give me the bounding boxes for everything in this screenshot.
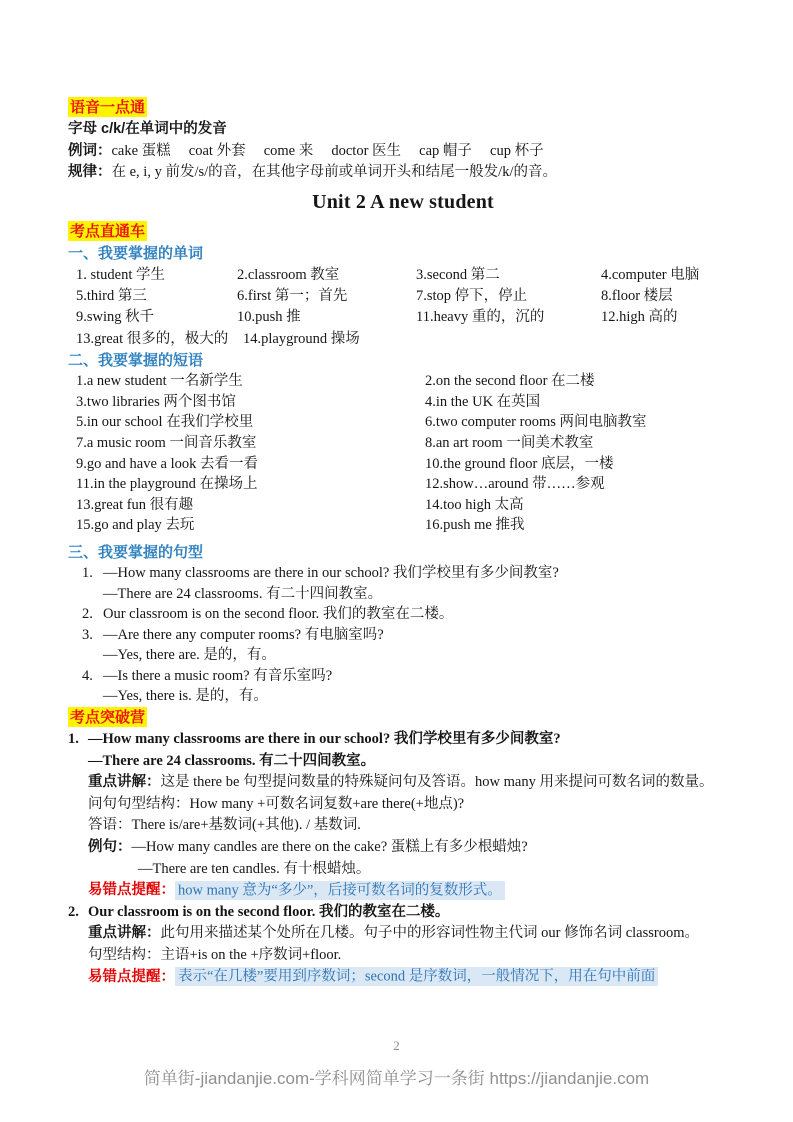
explanation-text: 此句用来描述某个处所在几楼。句子中的形容词性物主代词 our 修饰名词 classroom。 xyxy=(160,925,699,942)
word-item: 5.third 第三 xyxy=(76,288,147,305)
phrase-item: 4.in the UK 在英国 xyxy=(425,393,541,410)
phrase-item: 10.the ground floor 底层，一楼 xyxy=(425,455,614,472)
sentence-line xyxy=(82,645,738,666)
unit-title: Unit 2 A new student xyxy=(312,191,494,214)
phonics-subtitle: 字母 c/k/在单词中的发音 xyxy=(68,121,227,138)
sentence-text: —Are there any computer rooms? 有电脑室吗? xyxy=(103,626,384,643)
sentence-number: 4. xyxy=(82,667,93,684)
item-body xyxy=(88,729,738,902)
phrase-item: 15.go and play 去玩 xyxy=(76,517,195,534)
question-pattern-line: 问句句型结构：How many +可数名词复数+are there(+地点)? xyxy=(88,795,465,812)
word-list xyxy=(76,265,738,329)
sentence-pattern-line: 句型结构：主语+is on the +序数词+floor. xyxy=(88,947,342,964)
word-item: 4.computer 电脑 xyxy=(601,266,700,283)
sentence-line xyxy=(82,625,738,646)
key-sentence: Our classroom is on the second floor. 我们的教室在二楼。 xyxy=(88,903,450,920)
example-label: 例句： xyxy=(88,839,132,856)
key-answer: —There are 24 classrooms. 有二十四间教室。 xyxy=(88,752,376,769)
explanation-line xyxy=(88,923,738,945)
word-item: 11.heavy 重的，沉的 xyxy=(416,309,545,326)
sentence-text: Our classroom is on the second floor. 我们的教室在二楼。 xyxy=(103,606,454,623)
word-item: 6.first 第一；首先 xyxy=(237,288,348,305)
phrase-item: 8.an art room 一间美术教室 xyxy=(425,435,594,452)
explanation-label: 重点讲解： xyxy=(88,774,161,791)
phrase-list xyxy=(76,371,738,536)
breakthrough-item-1 xyxy=(68,729,738,902)
example-question: —How many candles are there on the cake? 蛋糕上有多少根蜡烛? xyxy=(131,839,528,856)
error-tip-line xyxy=(88,880,738,902)
word-item: 3.second 第二 xyxy=(416,266,500,283)
phrase-item: 5.in our school 在我们学校里 xyxy=(76,414,254,431)
phonics-rule-line xyxy=(68,162,738,183)
error-tip-text: how many 意为“多少”，后接可数名词的复数形式。 xyxy=(175,881,505,900)
section-sentences-heading: 三、我要掌握的句型 xyxy=(68,544,204,562)
example-line xyxy=(88,837,738,859)
sentence-number xyxy=(82,645,103,666)
sentence-list xyxy=(82,563,738,707)
phrase-item: 1.a new student 一名新学生 xyxy=(76,373,243,390)
sentence-number: 3. xyxy=(82,626,93,643)
sentence-text: —There are 24 classrooms. 有二十四间教室。 xyxy=(103,585,383,602)
section-phrases-heading: 二、我要掌握的短语 xyxy=(68,351,204,369)
sentence-line xyxy=(82,604,738,625)
phrase-item: 12.show…around 带……参观 xyxy=(425,476,605,493)
breakthrough-header-badge: 考点突破营 xyxy=(70,708,146,726)
sentence-number: 1. xyxy=(82,565,93,582)
explanation-text: 这是 there be 句型提问数量的特殊疑问句及答语。how many 用来提问可数名词的数量。 xyxy=(160,774,714,791)
footer-text: 简单街-jiandanjie.com-学科网简单学习一条街 https://jiandanjie.com xyxy=(143,1069,650,1088)
item-number: 2. xyxy=(68,903,79,920)
sentence-number xyxy=(82,686,103,707)
phrase-item: 6.two computer rooms 两间电脑教室 xyxy=(425,414,647,431)
sentence-number: 2. xyxy=(82,606,93,623)
page-content xyxy=(68,97,738,988)
word-item: 13.great 很多的，极大的 xyxy=(76,330,229,347)
error-tip-line xyxy=(88,967,738,989)
word-item: 1. student 学生 xyxy=(76,266,166,283)
sentence-line xyxy=(82,666,738,687)
sentence-line xyxy=(82,563,738,584)
word-item: 9.swing 秋千 xyxy=(76,309,155,326)
word-item: 10.push 推 xyxy=(237,309,301,326)
phrase-item: 7.a music room 一间音乐教室 xyxy=(76,435,257,452)
word-list-last-row xyxy=(76,329,738,350)
breakthrough-item-2 xyxy=(68,902,738,988)
word-item: 12.high 高的 xyxy=(601,309,678,326)
word-item: 7.stop 停下，停止 xyxy=(416,288,528,305)
phrase-item: 14.too high 太高 xyxy=(425,496,524,513)
item-body xyxy=(88,902,738,988)
phonics-rule-label: 规律： xyxy=(68,163,112,180)
sentence-text: —Yes, there are. 是的，有。 xyxy=(103,647,276,664)
example-answer: —There are ten candles. 有十根蜡烛。 xyxy=(138,860,371,877)
answer-pattern-line: 答语：There is/are+基数词(+其他). / 基数词. xyxy=(88,817,361,834)
phrase-item: 3.two libraries 两个图书馆 xyxy=(76,393,236,410)
exam-points-header-badge: 考点直通车 xyxy=(70,223,146,241)
sentence-number xyxy=(82,584,103,605)
item-number: 1. xyxy=(68,731,79,748)
sentence-text: —Is there a music room? 有音乐室吗? xyxy=(103,667,333,684)
phonics-section xyxy=(68,97,738,183)
phrase-item: 13.great fun 很有趣 xyxy=(76,496,194,513)
phrase-item: 11.in the playground 在操场上 xyxy=(76,476,258,493)
section-words-heading: 一、我要掌握的单词 xyxy=(68,245,204,263)
key-question: —How many classrooms are there in our school? 我们学校里有多少间教室? xyxy=(88,731,561,748)
phonics-examples-label: 例词： xyxy=(68,142,112,159)
phonics-rule-text: 在 e, i, y 前发/s/的音，在其他字母前或单词开头和结尾一般发/k/的音。 xyxy=(111,163,557,180)
word-item: 2.classroom 教室 xyxy=(237,266,340,283)
phrase-item: 16.push me 推我 xyxy=(425,517,525,534)
sentence-line xyxy=(82,686,738,707)
explanation-line xyxy=(88,772,738,794)
word-item: 8.floor 楼层 xyxy=(601,288,673,305)
error-tip-text: 表示“在几楼”要用到序数词；second 是序数词，一般情况下，用在句中前面 xyxy=(175,967,658,986)
phrase-item: 9.go and have a look 去看一看 xyxy=(76,455,259,472)
sentence-text: —How many classrooms are there in our school? 我们学校里有多少间教室? xyxy=(103,565,559,582)
word-item: 14.playground 操场 xyxy=(243,330,360,347)
phonics-header-badge: 语音一点通 xyxy=(70,99,146,116)
phrase-item: 2.on the second floor 在二楼 xyxy=(425,373,595,390)
explanation-label: 重点讲解： xyxy=(88,925,161,942)
phonics-examples-text: cake 蛋糕 coat 外套 come 来 doctor 医生 cap 帽子 cup 杯子 xyxy=(111,142,544,159)
error-tip-label: 易错点提醒： xyxy=(88,882,175,899)
page-number: 2 xyxy=(393,1038,400,1053)
sentence-text: —Yes, there is. 是的，有。 xyxy=(103,688,268,705)
sentence-line xyxy=(82,584,738,605)
error-tip-label: 易错点提醒： xyxy=(88,968,175,985)
phonics-examples-line xyxy=(68,141,738,162)
